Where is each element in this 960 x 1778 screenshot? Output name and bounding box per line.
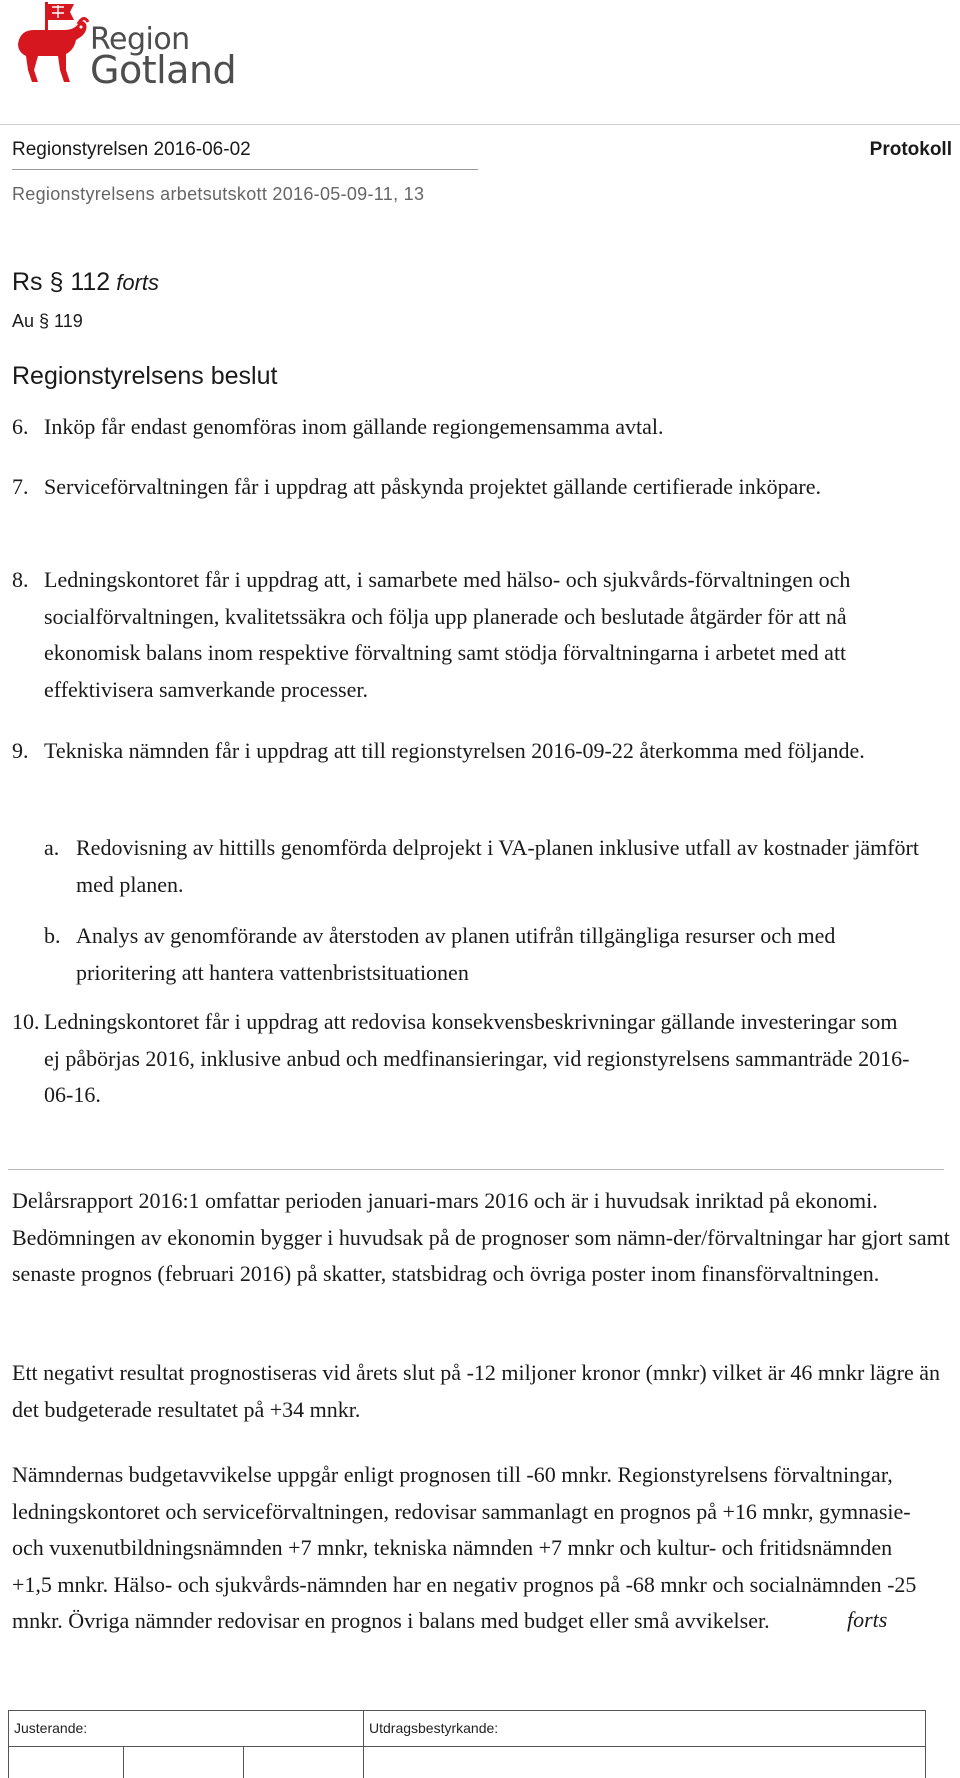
list-item [12,562,927,708]
logo-text-region: Region [90,22,190,57]
signature-table [8,1710,926,1778]
paragraph-au: Au § 119 [12,311,83,331]
sub-item-text: Analys av genomförande av återstoden av planen utifrån tillgängliga resurser och med prioritering att hantera vattenbristsituationen [76,923,836,985]
item-text: Ledningskontoret får i uppdrag att redovisa konsekvensbeskrivningar gällande investeringar som ej påbörjas 2016, inklusive anbud och medfinansieringar, vid regionstyrelsens sammanträde 2016-06-16. [44,1009,910,1107]
list-item [12,1004,917,1114]
sub-list-item [44,830,924,903]
sub-item-letter: b. [44,923,61,948]
list-item [12,469,912,506]
list-item [12,733,932,770]
decision-heading: Regionstyrelsens beslut [12,362,278,390]
body-paragraph-text: Nämndernas budgetavvikelse uppgår enligt prognosen till -60 mnkr. Regionstyrelsens förvaltningar, ledningskontoret och serviceförvaltningen, redovisar sammanlagt en prognos på +16 mnkr, gymnasie- och vuxenutbildningsnämnden +7 mnkr, tekniska nämnden +7 mnkr och kultur- och fritidsnämnden +1,5 mnkr. Hälso- och sjukvårds-nämnden har en negativ prognos på -68 mnkr och socialnämnden -25 mnkr. Övriga nämnder redovisar en prognos i balans med budget eller små avvikelser. [12,1462,917,1633]
meeting-subtitle: Regionstyrelsens arbetsutskott 2016-05-09-11, 13 [12,184,425,204]
item-number: 7. [12,474,29,499]
body-paragraph: Delårsrapport 2016:1 omfattar perioden januari-mars 2016 och är i huvudsak inriktad på ekonomi. Bedömningen av ekonomin bygger i huvudsak på de prognoser som nämn-der/förvaltningar har gjort samt senaste prognos (februari 2016) på skatter, statsbidrag och övriga poster inom finansförvaltningen. [12,1188,950,1286]
sub-item-letter: a. [44,835,60,860]
logo-text-gotland: Gotland [90,48,237,92]
item-number: 10. [12,1009,40,1034]
paragraph-forts: forts [116,270,160,295]
item-number: 9. [12,738,29,763]
item-text: Inköp får endast genomföras inom gällande regiongemensamma avtal. [44,414,664,439]
item-text: Tekniska nämnden får i uppdrag att till regionstyrelsen 2016-09-22 återkomma med följande. [44,738,865,763]
justerande-label: Justerande: [14,1720,88,1736]
paragraph-rs: Rs § 112 [12,268,111,296]
sub-item-text: Redovisning av hittills genomförda delprojekt i VA-planen inklusive utfall av kostnader jämfört med planen. [76,835,919,897]
meeting-title: Regionstyrelsen 2016-06-02 [12,139,251,160]
paragraph-number [12,268,159,297]
ram-emblem-icon [12,0,90,92]
region-gotland-logo [12,0,242,92]
body-paragraph: Ett negativt resultat prognostiseras vid årets slut på -12 miljoner kronor (mnkr) vilket är 46 mnkr lägre än det budgeterade resultatet på +34 mnkr. [12,1360,941,1422]
document-type: Protokoll [869,139,952,160]
item-text: Serviceförvaltningen får i uppdrag att påskynda projektet gällande certifierade inköpare. [44,474,822,499]
body-forts: forts [847,1607,888,1632]
utdragsbestyrkande-label: Utdragsbestyrkande: [369,1720,499,1736]
item-number: 6. [12,414,29,439]
body-paragraph [12,1457,932,1640]
header-divider [12,169,478,170]
item-text: Ledningskontoret får i uppdrag att, i samarbete med hälso- och sjukvårds-förvaltningen och socialförvaltningen, kvalitetssäkra och följa upp planerade och beslutade åtgärder för att nå ekonomisk balans inom respektive förvaltning samt stödja förvaltningarna i arbetet med att effektivisera samverkande processer. [44,567,851,702]
header-rule [0,124,960,125]
item-number: 8. [12,567,29,592]
list-item [12,409,942,446]
section-divider [8,1169,944,1170]
sub-list-item [44,918,934,991]
